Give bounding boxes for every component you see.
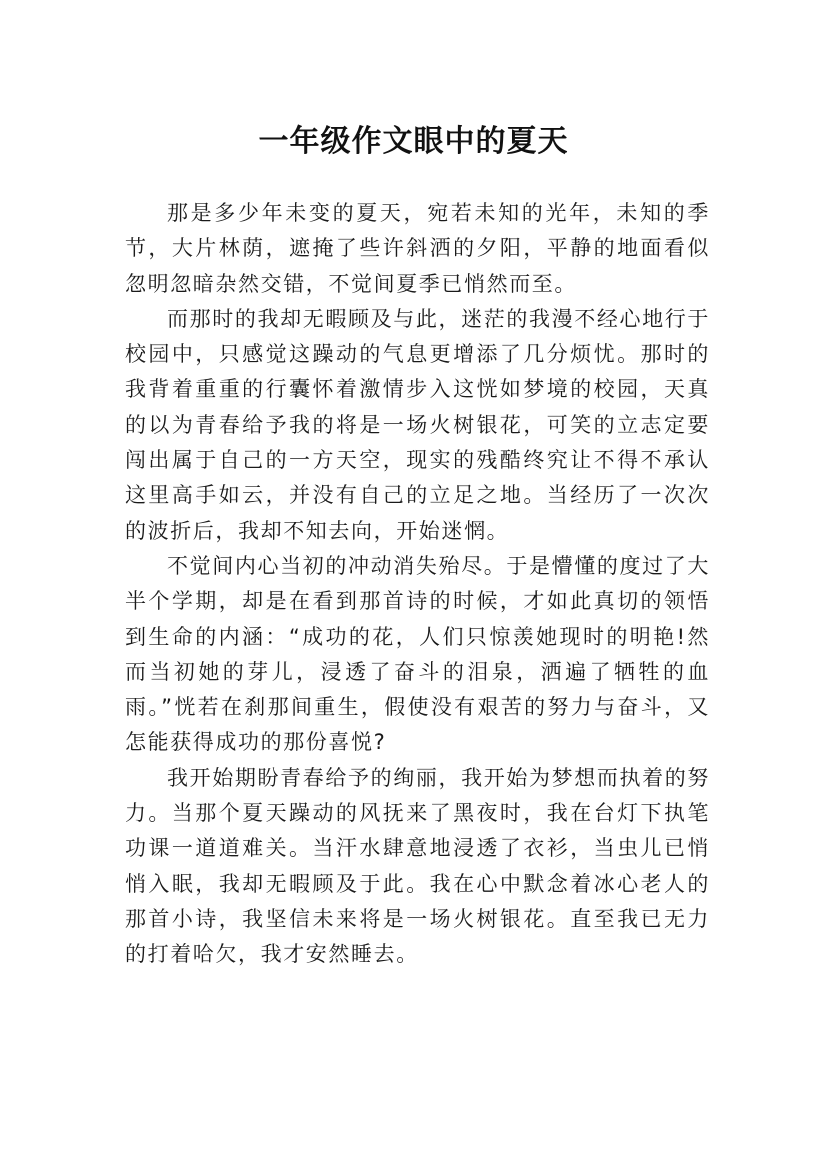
- paragraph-4: 我开始期盼青春给予的绚丽，我开始为梦想而执着的努力。当那个夏天躁动的风抚来了黑夜时，我在台灯下执笔功课一道道难关。当汗水肆意地浸透了衣衫，当虫儿已悄悄入眠，我却无暇顾及于此。我在心中默念着冰心老人的那首小诗，我坚信未来将是一场火树银花。直至我已无力的打着哈欠，我才安然睡去。: [125, 765, 710, 967]
- paragraph-2: 而那时的我却无暇顾及与此，迷茫的我漫不经心地行于校园中，只感觉这躁动的气息更增添了几分烦忧。那时的我背着重重的行囊怀着激情步入这恍如梦境的校园，天真的以为青春给予我的将是一场火树银花，可笑的立志定要闯出属于自己的一方天空，现实的残酷终究让不得不承认这里高手如云，并没有自己的立足之地。当经历了一次次的波折后，我却不知去向，开始迷惘。: [125, 306, 710, 543]
- paragraph-1: 那是多少年未变的夏天，宛若未知的光年，未知的季节，大片林荫，遮掩了些许斜洒的夕阳，平静的地面看似忽明忽暗杂然交错，不觉间夏季已悄然而至。: [125, 201, 710, 296]
- document-body: [125, 196, 710, 973]
- document-title: 一年级作文眼中的夏天: [258, 124, 569, 160]
- paragraph-3: 不觉间内心当初的冲动消失殆尽。于是懵懂的度过了大半个学期，却是在看到那首诗的时候，才如此真切的领悟到生命的内涵：“成功的花，人们只惊羡她现时的明艳!然而当初她的芽儿，浸透了奋斗的泪泉，洒遍了牺牲的血雨。”恍若在刹那间重生，假使没有艰苦的努力与奋斗，又怎能获得成功的那份喜悦?: [125, 553, 710, 755]
